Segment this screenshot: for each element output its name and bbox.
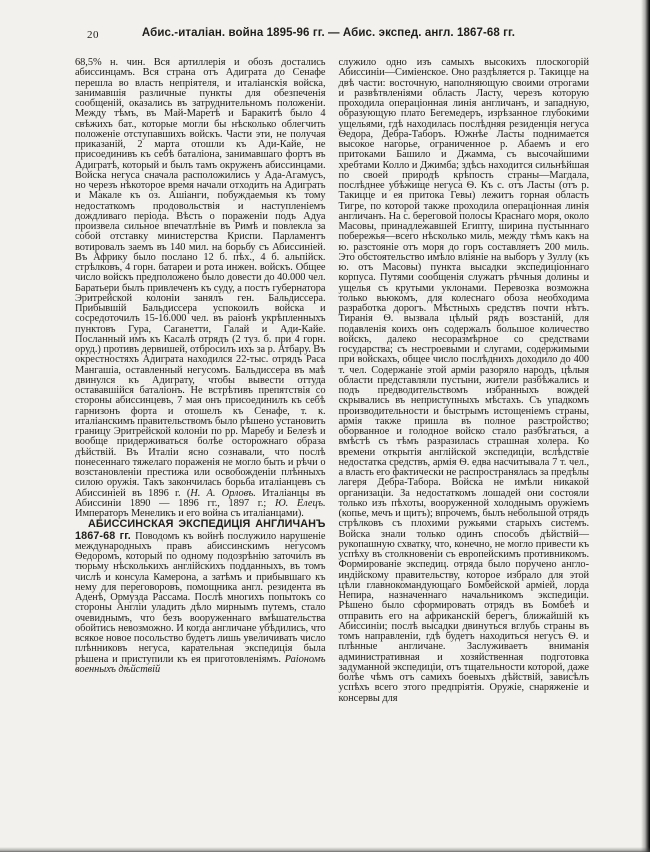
two-column-text-block <box>75 58 589 704</box>
page-number: 20 <box>87 29 99 41</box>
citation-author-elets: Ю. Елецъ. <box>274 497 326 509</box>
right-column <box>339 58 590 704</box>
paragraph-expedition-intro <box>75 519 326 675</box>
running-header: Абис.-италіан. война 1895-96 гг. — Абис. экспед. англ. 1867-68 гг. <box>141 27 516 39</box>
theatre-description-text: служило одно изъ самыхъ высокихъ плоскогорій Абиссиніи—Симіенское. Оно раздѣляется р. Такицце на двѣ части: восточную, наполняющую своими отрогами и развѣтвленіями область Ласту, черезъ которую проходила операціонная линія англичанъ, и западную, образующую плато Бегемедеръ, изрѣзанное глубокими ущельями, гдѣ находилась послѣдняя резиденція негуса Ѳедора, Дебра-Таборъ. Южнѣе Ласты поднимается высокое нагорье, ограниченное р. Абаемъ и его притоками Башило и Джамма, съ высочайшими хребтами Колло и Джимба; здѣсь находится сильнѣйшая по своей природѣ крѣпость страны—Магдала, послѣднее убѣжище негуса Ѳ. Къ с. отъ Ласты (отъ р. Такицце и ея притока Гевы) лежитъ горная область Тигре, по которой также проходила операціонная линія англичанъ. На с. береговой полосы Краснаго моря, около Масовы, принадлежавшей Египту, ширина пустыннаго побережья—всего нѣсколько миль, между тѣмъ какъ на ю. разстояніе отъ моря до горъ составляетъ 200 миль. Это обстоятельство имѣло вліяніе на выборъ у Зуллу (къ ю. отъ Масовы) пункта высадки экспедиціоннаго корпуса. Путями сообщенія служатъ рѣчныя долины и ущелья съ крутыми уклонами. Перевозка возможна только вьюкомъ, для колеснаго обоза необходима разработка дорогъ. Мѣстныхъ средствъ почти нѣтъ. Тиранія Ѳ. вызвала цѣлый рядъ возстаній, для подавленія коихъ онъ содержалъ большое количество войскъ, далеко несоразмѣрное со средствами государства; съ нестроевыми и слугами, содержимыми при войскахъ, общее число послѣднихъ доходило до 400 т. чел. Содержаніе этой арміи разоряло народъ, цѣлыя области представляли пустыни, жители разбѣжались и подъ предводительствомъ избранныхъ вождей скрывались въ неприступныхъ мѣстахъ. Съ упадкомъ производительности и быстрымъ истощеніемъ страны, армія также пришла въ полное разстройство; оборванное и голодное войско стало разбѣгаться, а вмѣстѣ съ тѣмъ разразилась страшная холера. Ко времени открытія англійской экспедиціи, вслѣдствіе недостатка средствъ, армія Ѳ. едва насчитывала 7 т. чел., а власть его фактически не распространялась за предѣлы лагеря Дебра-Табора. Войска не имѣли никакой организаціи. За недостаткомъ лошадей они состояли только изъ пѣхоты, вооруженной холоднымъ оружіемъ (копье, мечъ и щитъ); впрочемъ, былъ небольшой отрядъ стрѣлковъ съ плохими ружьями старыхъ системъ. Войска знали только одинъ способъ дѣйствій—рукопашную схватку, что, конечно, не могло привести къ успѣху въ столкновеніи съ европейскимъ противникомъ. Формированіе экспедиц. отряда было поручено англо-индійскому правительству, которое избрало для этой цѣли главнокомандующаго Бомбейской арміей, лорда Непира, назначеннаго начальникомъ экспедиціи. Рѣшено было сформировать отрядъ въ Бомбеѣ и отправить его на африканскій берегъ, ближайшій къ Абиссиніи; послѣ высадки двинуться вглубь страны въ томъ направленіи, гдѣ будетъ находиться негусъ Ѳ. и плѣнные англичане. Заслуживаетъ вниманія административная и хозяйственная подготовка задуманной экспедиціи, отъ тщательности которой, даже болѣе чѣмъ отъ самихъ боевыхъ дѣйствій, зависѣлъ успѣхъ всего этого предпріятія. Оружіе, снаряженіе и консервы для <box>338 57 589 704</box>
page-header <box>75 27 582 42</box>
scan-shadow-bottom-edge <box>0 847 650 852</box>
paragraph-war-conclusion <box>75 58 326 519</box>
expedition-italic-lead: Раіономъ военныхъ дѣйствій <box>75 653 326 675</box>
scan-shadow-right-edge <box>641 0 650 852</box>
paragraph-theatre-description <box>339 58 590 704</box>
left-column <box>75 58 326 704</box>
war-conclusion-text: 68,5% н. чин. Вся артиллерія и обозъ достались абиссинцамъ. Вся страна отъ Адиграта до Сенафе перешла во власть непріятеля, и италіанскія войска, занимавшія различные пункты для обезпеченія сообщеній, оказались въ затруднительномъ положеніи. Между тѣмъ, въ Май-Маретѣ и Баракитѣ было 4 свѣжихъ бат., которые могли бы нѣсколько облегчить положеніе отступавшихъ войскъ. Части эти, не получая приказаній, 2 марта отошли къ Ади-Кайе, не присоединивъ къ себѣ баталіона, занимавшаго фортъ въ Адигратѣ, который и былъ тамъ окруженъ абиссинцами. Войска негуса сначала расположились у Ада-Агамусъ, но черезъ нѣкоторое время начали отходить на Адиграть и Макале къ оз. Ашіанги, побуждаемыя къ тому недостаткомъ продовольствія и наступленіемъ дождливаго періода. Вѣсть о пораженіи подъ Адуа произвела сильное впечатлѣніе въ Римѣ и повлекла за собой отставку министерства Криспи. Парламентъ вотировалъ заемъ въ 140 мил. на борьбу съ Абиссиніей. Въ Африку было послано 12 б. пѣх., 4 б. альпійск. стрѣлковъ, 4 горн. батареи и рота инжен. войскъ. Общее число войскъ предположено было довести до 40.000 чел. Баратьери былъ привлеченъ къ суду, а постъ губернатора Эритрейской колоніи занялъ ген. Бальдиссера. Прибывшій Бальдиссера успокоилъ войска и сосредоточилъ 15-16.000 чел. въ раіонѣ укрѣпленныхъ пунктовъ Гура, Саганетти, Галай и Ади-Кайе. Посланный имъ къ Касалѣ отрядъ (2 туз. б. при 4 горн. оруд.) противъ дервишей, отбросилъ ихъ за р. Атбару. Въ окрестностяхъ Адиграта находился 22-тыс. отрядъ Раса Мангашіа, оставленный негусомъ. Бальдиссера въ маѣ двинулся къ Адиграту, чтобы вывести оттуда остававшійся баталіонъ. Не встрѣтивъ препятствія со стороны абиссинцевъ, 7 мая онъ присоединилъ къ себѣ гарнизонъ форта и отошелъ къ Сенафе, т. к. италіанскимъ правительствомъ было рѣшено установить границу Эритрейской колоніи по рр. Маребу и Белезѣ и вообще придерживаться болѣе осторожнаго образа дѣйствій. Въ Италіи ясно сознавали, что послѣ понесеннаго тяжелаго пораженія не могло быть и рѣчи о возстановленіи престижа или освобожденіи плѣнныхъ силою оружія. Такъ закончилась борьба италіанцевъ съ Абиссиніей въ 1896 г. ( <box>75 57 326 499</box>
article-heading-abyssinian-expedition: АБИССИНСКАЯ ЭКСПЕДИЦІЯ АНГЛИЧАНЪ 1867-68 гг. <box>75 518 326 542</box>
citation-title-1: Италіанцы въ Абиссиніи 1890 — 1896 гг., 1897 г.; <box>75 487 326 509</box>
expedition-intro-text: Поводомъ къ войнѣ послужило нарушеніе международныхъ правъ абиссинскимъ негусомъ Ѳедоромъ, который по одному подозрѣнію заточилъ въ тюрьму нѣсколькихъ англійскихъ подданныхъ, въ томъ числѣ и консула Камерона, а затѣмъ и прибывшаго къ нему для переговоровъ, помощника англ. резидента въ Аденѣ, Ормузда Рассама. Послѣ многихъ попытокъ со стороны Англіи уладить дѣло мирнымъ путемъ, стало очевиднымъ, что безъ вооруженнаго вмѣшательства обойтись невозможно. И когда англичане убѣдились, что всякое новое посольство будетъ лишь увеличивать число плѣнниковъ негуса, карательная экспедиція была рѣшена и приступили къ ея приготовленіямъ. <box>75 530 326 665</box>
citation-author-orlov: Н. А. Орловъ. <box>190 487 256 499</box>
citation-title-2: Императоръ Менеликъ и его война съ италіанцами). <box>75 508 304 519</box>
